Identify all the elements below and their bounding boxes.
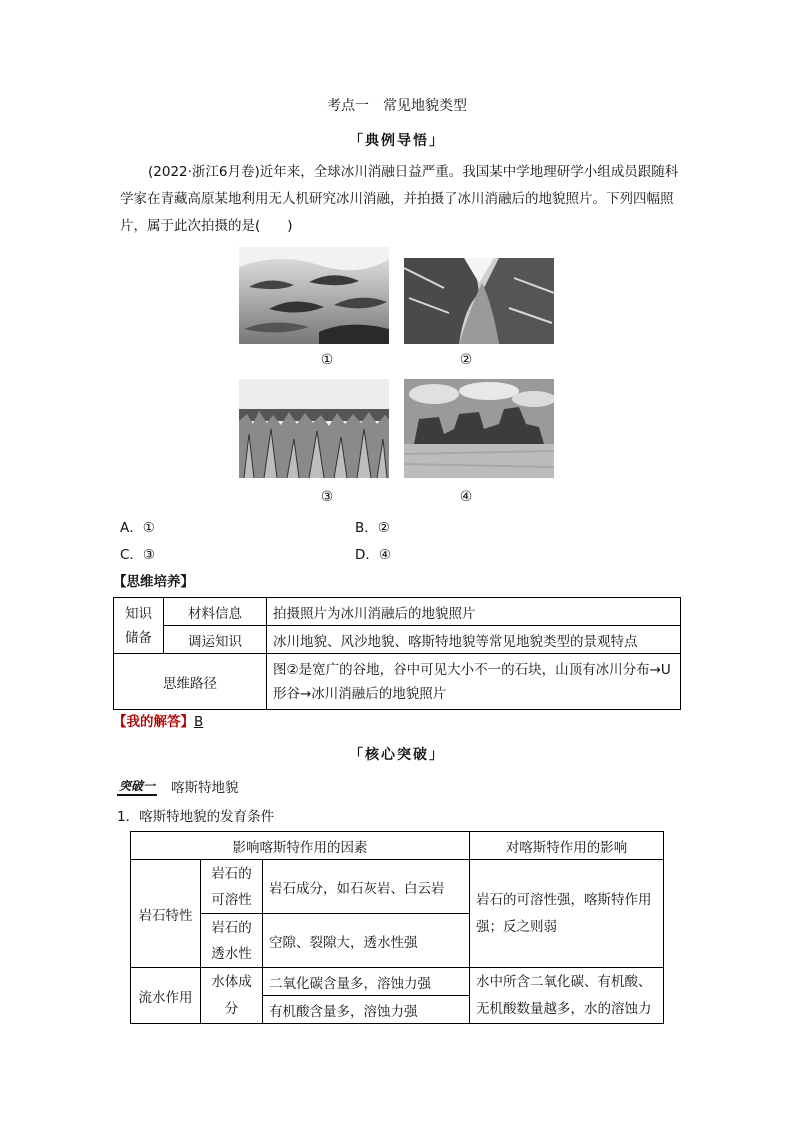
my-answer-value: B bbox=[194, 714, 204, 730]
breakthrough-badge: 突破一 bbox=[117, 777, 157, 796]
header-factor: 影响喀斯特作用的因素 bbox=[131, 832, 470, 860]
row-label-knowledge: 调运知识 bbox=[164, 626, 267, 654]
rock-effect: 岩石的可溶性强，喀斯特作用强；反之则弱 bbox=[470, 860, 664, 968]
row-content-material: 拍摄照片为冰川消融后的地貌照片 bbox=[267, 598, 681, 626]
glacial-valley-photo bbox=[404, 258, 554, 344]
photo-label-3: ③ bbox=[320, 489, 334, 505]
path-label: 思维路径 bbox=[114, 654, 267, 710]
rock-detail-permeability: 空隙、裂隙大，透水性强 bbox=[263, 914, 470, 968]
yardang-photo bbox=[404, 379, 554, 478]
water-detail-co2: 二氧化碳含量多，溶蚀力强 bbox=[263, 968, 470, 996]
water-group: 流水作用 bbox=[131, 968, 201, 1024]
photo-label-2: ② bbox=[459, 352, 473, 368]
water-factor: 水体成分 bbox=[201, 968, 263, 1024]
header-effect: 对喀斯特作用的影响 bbox=[470, 832, 664, 860]
rock-detail-solubility: 岩石成分，如石灰岩、白云岩 bbox=[263, 860, 470, 914]
photo-label-1: ① bbox=[320, 352, 334, 368]
water-effect: 水中所含二氧化碳、有机酸、无机酸数量越多，水的溶蚀力 bbox=[470, 968, 664, 1024]
question-text: (2022·浙江6月卷)近年来，全球冰川消融日益严重。我国某中学地理研学小组成员跟随科学家在青藏高原某地利用无人机研究冰川消融，并拍摄了冰川消融后的地貌照片。下列四幅照片，属于此次拍摄的是( ) bbox=[120, 164, 679, 234]
row-label-material: 材料信息 bbox=[164, 598, 267, 626]
path-content: 图②是宽广的谷地，谷中可见大小不一的石块，山顶有冰川分布→U形谷→冰川消融后的地貌照片 bbox=[267, 654, 681, 710]
my-answer bbox=[113, 710, 203, 730]
option-a[interactable]: A．① bbox=[120, 520, 155, 536]
water-detail-organic: 有机酸含量多，溶蚀力强 bbox=[263, 996, 470, 1024]
option-d[interactable]: D．④ bbox=[355, 547, 391, 563]
rock-factor-solubility: 岩石的可溶性 bbox=[201, 860, 263, 914]
sand-dune-photo bbox=[239, 247, 389, 344]
option-b[interactable]: B．② bbox=[355, 520, 390, 536]
rock-group: 岩石特性 bbox=[131, 860, 201, 968]
breakthrough-heading bbox=[117, 776, 239, 796]
my-answer-label: 【我的解答】 bbox=[113, 714, 194, 730]
karst-table bbox=[130, 831, 664, 1024]
knowledge-label: 知识储备 bbox=[114, 598, 164, 654]
subheading: 1．喀斯特地貌的发育条件 bbox=[117, 809, 275, 825]
rock-factor-permeability: 岩石的透水性 bbox=[201, 914, 263, 968]
thinking-heading: 【思维培养】 bbox=[113, 574, 194, 590]
photo-label-4: ④ bbox=[459, 489, 473, 505]
thinking-table bbox=[113, 597, 681, 710]
row-content-knowledge: 冰川地貌、风沙地貌、喀斯特地貌等常见地貌类型的景观特点 bbox=[267, 626, 681, 654]
banner-example: 「典例导悟」 bbox=[349, 133, 445, 149]
option-c[interactable]: C．③ bbox=[120, 547, 156, 563]
banner-core: 「核心突破」 bbox=[349, 747, 445, 763]
breakthrough-title: 喀斯特地貌 bbox=[171, 780, 239, 796]
karst-stone-forest-photo bbox=[239, 379, 389, 478]
section-title: 考点一 常见地貌类型 bbox=[327, 98, 467, 114]
